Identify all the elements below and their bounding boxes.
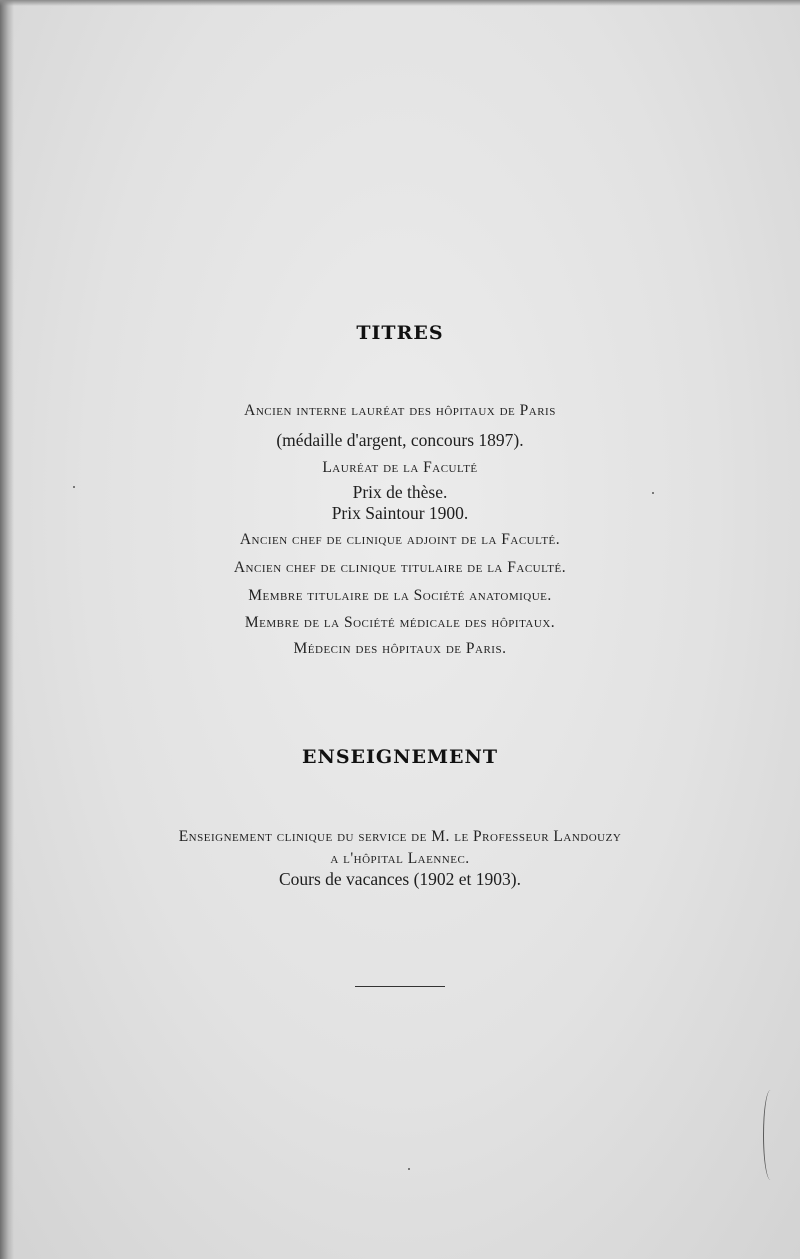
titres-line-5: Prix Saintour 1900. [331, 503, 469, 523]
section-divider-rule [355, 986, 445, 987]
titres-line-4: Prix de thèse. [352, 482, 448, 502]
page-top-shadow [0, 0, 800, 6]
enseignement-line-1: Enseignement clinique du service de M. le Professeur Landouzy [178, 828, 622, 845]
titres-line-2: (médaille d'argent, concours 1897). [276, 430, 524, 450]
titres-heading: TITRES [356, 322, 444, 344]
titres-line-9: Membre de la Société médicale des hôpitaux. [244, 614, 556, 631]
paper-speck [652, 492, 654, 494]
titres-line-1: Ancien interne lauréat des hôpitaux de Paris [244, 402, 556, 419]
titres-line-8: Membre titulaire de la Société anatomique. [248, 587, 552, 604]
enseignement-line-2: a l'hôpital Laennec. [330, 850, 470, 867]
enseignement-line-3: Cours de vacances (1902 et 1903). [278, 869, 521, 889]
paper-speck [408, 1168, 410, 1170]
paper-crease-mark [763, 1090, 778, 1180]
paper-speck [73, 486, 75, 488]
titres-line-6: Ancien chef de clinique adjoint de la Faculté. [239, 531, 561, 548]
enseignement-heading: ENSEIGNEMENT [301, 746, 499, 768]
titres-line-3: Lauréat de la Faculté [322, 459, 478, 476]
titres-line-10: Médecin des hôpitaux de Paris. [293, 640, 507, 657]
titres-line-7: Ancien chef de clinique titulaire de la Faculté. [233, 559, 567, 576]
